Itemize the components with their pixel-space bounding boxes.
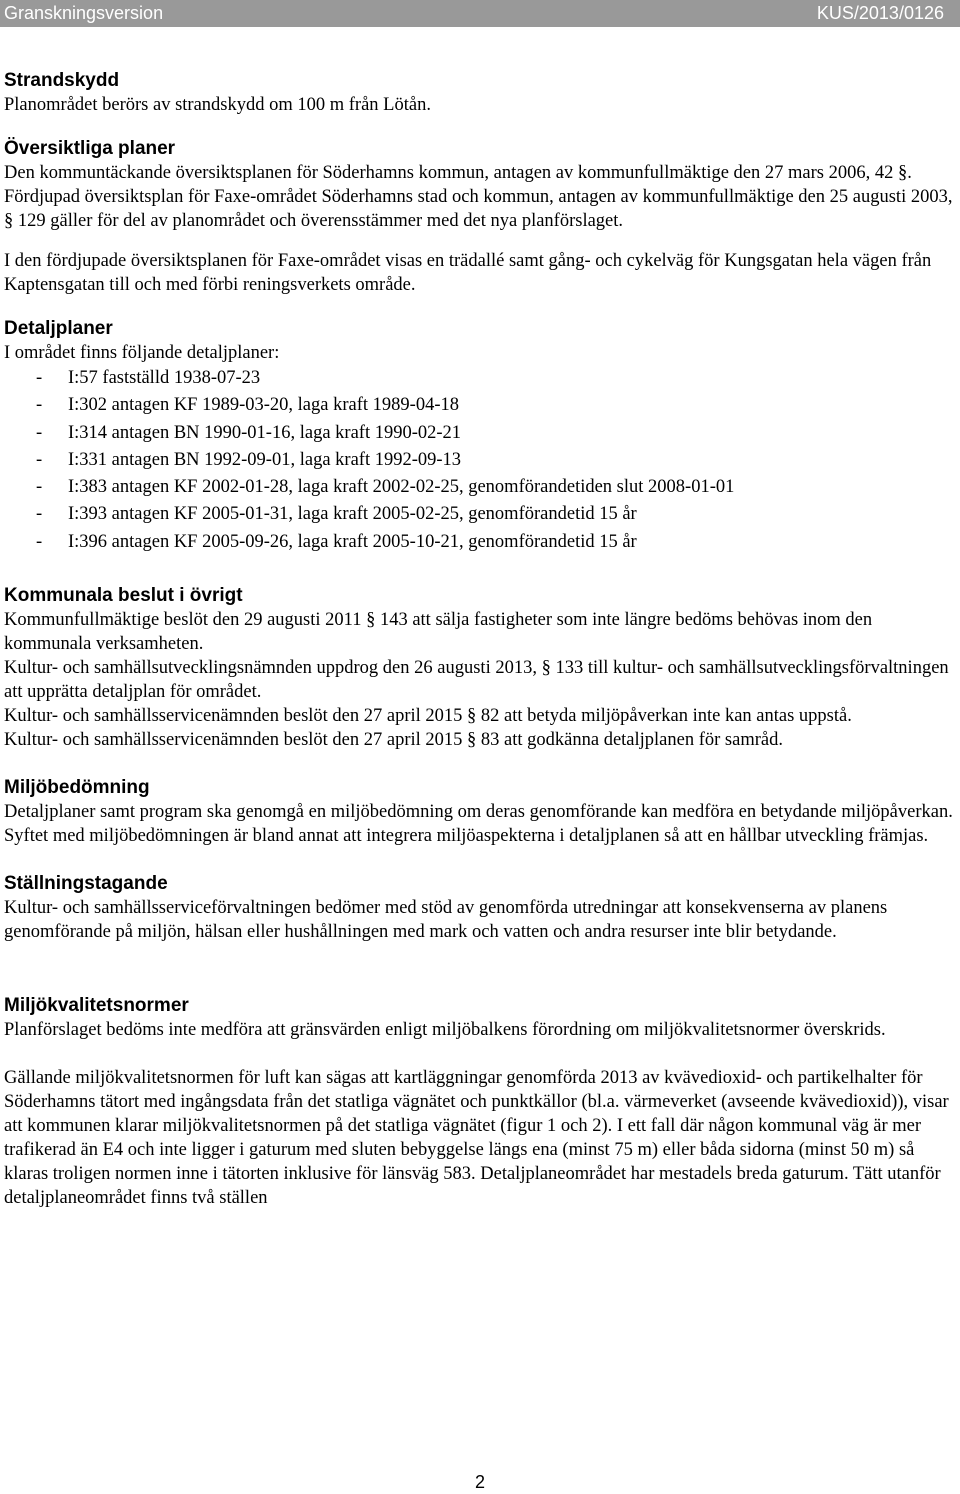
miljokvalitet-paragraph-1: Planförslaget bedöms inte medföra att gränsvärden enligt miljöbalkens förordning om miljökvalitetsnormer överskrids. xyxy=(4,1020,886,1041)
header-status: Granskningsversion xyxy=(4,3,164,23)
page-header xyxy=(0,0,960,27)
header-case-number: KUS/2013/0126 xyxy=(816,3,944,23)
kommunala-paragraph-3: Kultur- och samhällsservicenämnden beslöt den 27 april 2015 § 82 att betyda miljöpåverkan inte kan antas uppstå. xyxy=(4,706,852,727)
list-item xyxy=(4,420,956,447)
list-dash: - xyxy=(36,449,43,470)
list-dash: - xyxy=(36,368,43,388)
list-item-text: I:383 antagen KF 2002-01-28, laga kraft 2002-02-25, genomförandetiden slut 2008-01-01 xyxy=(68,477,735,498)
heading-oversiktliga-planer: Översiktliga planer xyxy=(4,138,176,159)
list-item xyxy=(4,392,956,419)
kommunala-paragraph-2: Kultur- och samhällsutvecklingsnämnden uppdrog den 26 augusti 2013, § 133 till kultur- och samhällsutvecklingsförvaltningen att upprätta detaljplan för området. xyxy=(4,658,949,703)
list-item xyxy=(4,529,956,556)
list-item-text: I:302 antagen KF 1989-03-20, laga kraft 1989-04-18 xyxy=(68,395,459,416)
list-item-text: I:396 antagen KF 2005-09-26, laga kraft 2005-10-21, genomförandetid 15 år xyxy=(68,531,637,552)
miljobedomning-text: Detaljplaner samt program ska genomgå en miljöbedömning om deras genomförande kan medföra en betydande miljöpåverkan. Syftet med miljöbedömningen är bland annat att integrera miljöaspekterna i detaljplanen så att en hållbar utveckling främjas. xyxy=(4,802,953,847)
section-oversiktliga-planer xyxy=(4,137,956,297)
section-miljobedomning xyxy=(4,776,956,848)
list-item-text: I:331 antagen BN 1992-09-01, laga kraft 1992-09-13 xyxy=(68,449,462,470)
list-item-text: I:314 antagen BN 1990-01-16, laga kraft 1990-02-21 xyxy=(68,422,462,443)
oversiktliga-paragraph-3: I den fördjupade översiktsplanen för Faxe-området visas en trädallé samt gång- och cykelväg för Kungsgatan hela vägen från Kaptensgatan till och med förbi reningsverkets område. xyxy=(4,251,932,295)
section-stallningstagande xyxy=(4,872,956,944)
detaljplaner-list xyxy=(4,365,956,556)
section-kommunala-beslut xyxy=(4,584,956,752)
heading-detaljplaner: Detaljplaner xyxy=(4,318,113,339)
section-strandskydd xyxy=(4,69,956,117)
list-item xyxy=(4,474,956,501)
list-dash: - xyxy=(36,477,43,498)
heading-miljokvalitetsnormer: Miljökvalitetsnormer xyxy=(4,995,189,1017)
detaljplaner-intro: I området finns följande detaljplaner: xyxy=(4,343,280,363)
kommunala-paragraph-1: Kommunfullmäktige beslöt den 29 augusti 2011 § 143 att sälja fastigheter som inte längre bedöms behövas inom den kommunala verksamheten. xyxy=(4,610,873,655)
section-miljokvalitetsnormer xyxy=(4,994,956,1210)
stallningstagande-text: Kultur- och samhällsserviceförvaltningen bedömer med stöd av genomförda utredningar att konsekvenserna av planens genomförande på miljön, hälsan eller hushållningen med mark och vatten och andra resurser inte blir betydande. xyxy=(4,898,888,943)
heading-stallningstagande: Ställningstagande xyxy=(4,873,168,895)
list-dash: - xyxy=(36,395,43,416)
document-body xyxy=(4,69,956,1210)
list-item xyxy=(4,501,956,528)
list-item xyxy=(4,365,956,392)
kommunala-paragraph-4: Kultur- och samhällsservicenämnden beslöt den 27 april 2015 § 83 att godkänna detaljplanen för samråd. xyxy=(4,730,783,751)
heading-kommunala-beslut: Kommunala beslut i övrigt xyxy=(4,585,243,607)
list-item-text: I:57 fastställd 1938-07-23 xyxy=(68,368,261,388)
section-detaljplaner xyxy=(4,317,956,556)
list-dash: - xyxy=(36,504,43,525)
heading-miljobedomning: Miljöbedömning xyxy=(4,777,150,799)
page-number: 2 xyxy=(474,1472,485,1492)
list-dash: - xyxy=(36,422,43,443)
miljokvalitet-paragraph-2: Gällande miljökvalitetsnormen för luft kan sägas att kartläggningar genomförda 2013 av kvävedioxid- och partikelhalter för Söderhamns tätort med ingångsdata från det statliga vägnätet och punktkällor (bl.a. värmeverket (avseende kvävedioxid)), visar att kommunen klarar miljökvalitetsnormen på det statliga vägnätet (figur 1 och 2). I ett fall där någon kommunal väg är mer trafikerad än E4 och inte ligger i gaturum med sluten bebyggelse längs ena (minst 75 m) eller båda sidorna (minst 50 m) så klaras troligen normen inne i tätorten inklusive för länsväg 583. Detaljplaneområdet har mestadels breda gaturum. Tätt utanför detaljplaneområdet finns två ställen xyxy=(4,1068,949,1209)
oversiktliga-paragraph-2: Fördjupad översiktsplan för Faxe-området Söderhamns stad och kommun, antagen av kommunfullmäktige den 25 augusti 2003, § 129 gäller för del av planområdet och överensstämmer med det nya planförslaget. xyxy=(4,187,953,231)
heading-strandskydd: Strandskydd xyxy=(4,70,120,91)
oversiktliga-paragraph-1: Den kommuntäckande översiktsplanen för Söderhamns kommun, antagen av kommunfullmäktige den 27 mars 2006, 42 §. xyxy=(4,163,912,183)
list-dash: - xyxy=(36,531,43,552)
list-item xyxy=(4,447,956,474)
list-item-text: I:393 antagen KF 2005-01-31, laga kraft 2005-02-25, genomförandetid 15 år xyxy=(68,504,637,525)
strandskydd-text: Planområdet berörs av strandskydd om 100 m från Lötån. xyxy=(4,95,431,115)
